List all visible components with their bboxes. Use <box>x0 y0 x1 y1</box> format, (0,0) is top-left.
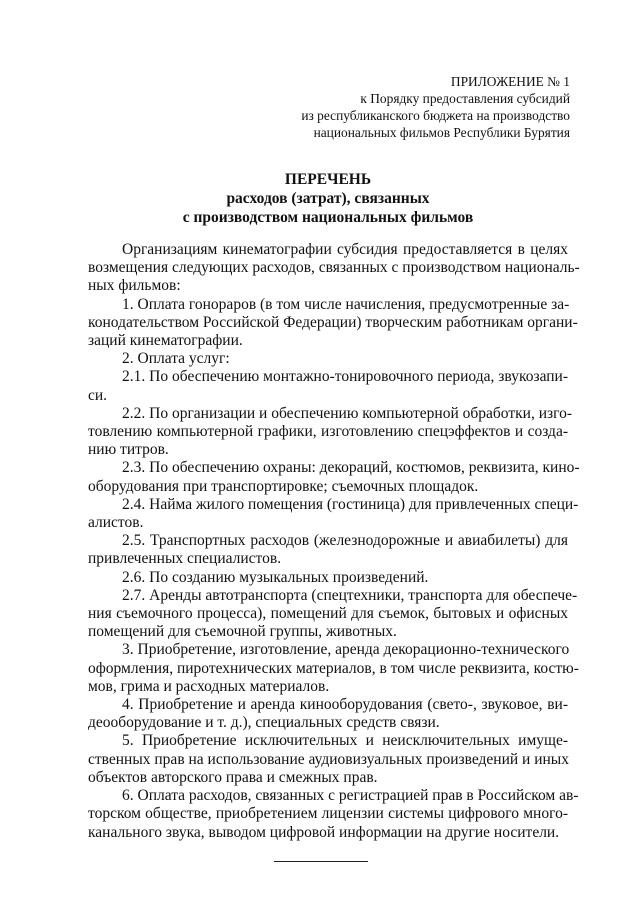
body-line: 2. Оплата услуг: <box>122 350 230 368</box>
body-line: 2.5. Транспортных расходов (железнодорожные и авиабилеты) для <box>122 532 568 550</box>
body-line: деооборудование и т. д.), специальных средств связи. <box>88 714 440 732</box>
body-line: заций кинематографии. <box>88 332 243 350</box>
body-line: товлению компьютерной графики, изготовлению спецэффектов и созда- <box>88 423 568 441</box>
body-line: алистов. <box>88 514 144 532</box>
body-paragraph <box>88 586 578 642</box>
appendix-line: из республиканского бюджета на производство <box>301 108 570 123</box>
body-paragraph <box>88 532 568 568</box>
appendix-line: национальных фильмов Республики Бурятия <box>313 125 570 140</box>
body-paragraph <box>88 404 572 460</box>
title-line: расходов (затрат), связанных <box>226 190 430 207</box>
body-line: 4. Приобретение и аренда кинооборудования (свето-, звуковое, ви- <box>122 696 568 714</box>
body-paragraph <box>88 732 568 787</box>
body-line: 3. Приобретение, изготовление, аренда декорационно-технического <box>122 641 570 659</box>
body-line: конодательством Российской Федерации) творческим работникам органи- <box>88 313 578 331</box>
body-line: привлеченных специалистов. <box>88 550 282 568</box>
body-line: оформления, пиротехнических материалов, в том числе реквизита, костю- <box>88 659 579 677</box>
body-paragraph <box>88 368 568 404</box>
title-line: ПЕРЕЧЕНЬ <box>284 171 372 188</box>
body-line: 1. Оплата гонораров (в том числе начисления, предусмотренные за- <box>122 295 570 313</box>
body-line: 2.7. Аренды автотранспорта (спецтехники, транспорта для обеспече- <box>122 586 578 604</box>
body-line: ственных прав на использование аудиовизуальных произведений и иных <box>88 750 569 768</box>
body-paragraph <box>88 350 568 368</box>
body-line: 6. Оплата расходов, связанных с регистрацией прав в Российском ав- <box>122 787 579 805</box>
body-line: ных фильмов: <box>88 277 181 295</box>
body-line: 5. Приобретение исключительных и неисключительных имуще- <box>122 732 568 750</box>
body-line: нию титров. <box>88 441 169 459</box>
body-line: си. <box>88 386 108 404</box>
body-line: 2.2. По организации и обеспечению компьютерной обработки, изго- <box>122 404 572 422</box>
title-line: с производством национальных фильмов <box>182 209 474 226</box>
body-line: 2.6. По созданию музыкальных произведений. <box>122 568 429 586</box>
body-line: 2.3. По обеспечению охраны: декораций, костюмов, реквизита, кино- <box>122 459 580 477</box>
appendix-line: ПРИЛОЖЕНИЕ № 1 <box>450 74 570 89</box>
body-paragraph <box>88 569 568 587</box>
appendix-line: к Порядку предоставления субсидий <box>360 91 570 106</box>
body-paragraph <box>88 241 580 296</box>
body-paragraph <box>88 495 579 532</box>
body-line: возмещения следующих расходов, связанных с производством националь- <box>88 259 580 277</box>
body-line: помещений для съемочной группы, животных. <box>88 623 397 641</box>
body-line: канального звука, выводом цифровой информации на другие носители. <box>88 823 560 841</box>
footer-rule <box>274 861 368 862</box>
body-line: 2.1. По обеспечению монтажно-тонировочного периода, звукозапи- <box>122 368 568 386</box>
document-title <box>88 170 568 227</box>
body-paragraph <box>88 696 568 732</box>
body-line: Организациям кинематографии субсидия предоставляется в целях <box>122 241 568 258</box>
body-paragraph <box>88 641 579 696</box>
body-paragraph <box>88 459 580 495</box>
body-line: торском обществе, приобретением лицензии системы цифрового много- <box>88 805 568 823</box>
body-line: оборудования при транспортировке; съемочных площадок. <box>88 477 479 495</box>
body-line: ния съемочного процесса), помещений для съемок, бытовых и офисных <box>88 605 568 623</box>
body-line: объектов авторского права и смежных прав. <box>88 768 378 786</box>
body-paragraph <box>88 295 578 351</box>
body-line: 2.4. Найма жилого помещения (гостиница) для привлеченных специ- <box>122 495 579 513</box>
body-paragraph <box>88 787 579 842</box>
body-line: мов, грима и расходных материалов. <box>88 677 330 695</box>
document-body <box>88 241 580 842</box>
appendix-header <box>210 73 570 141</box>
